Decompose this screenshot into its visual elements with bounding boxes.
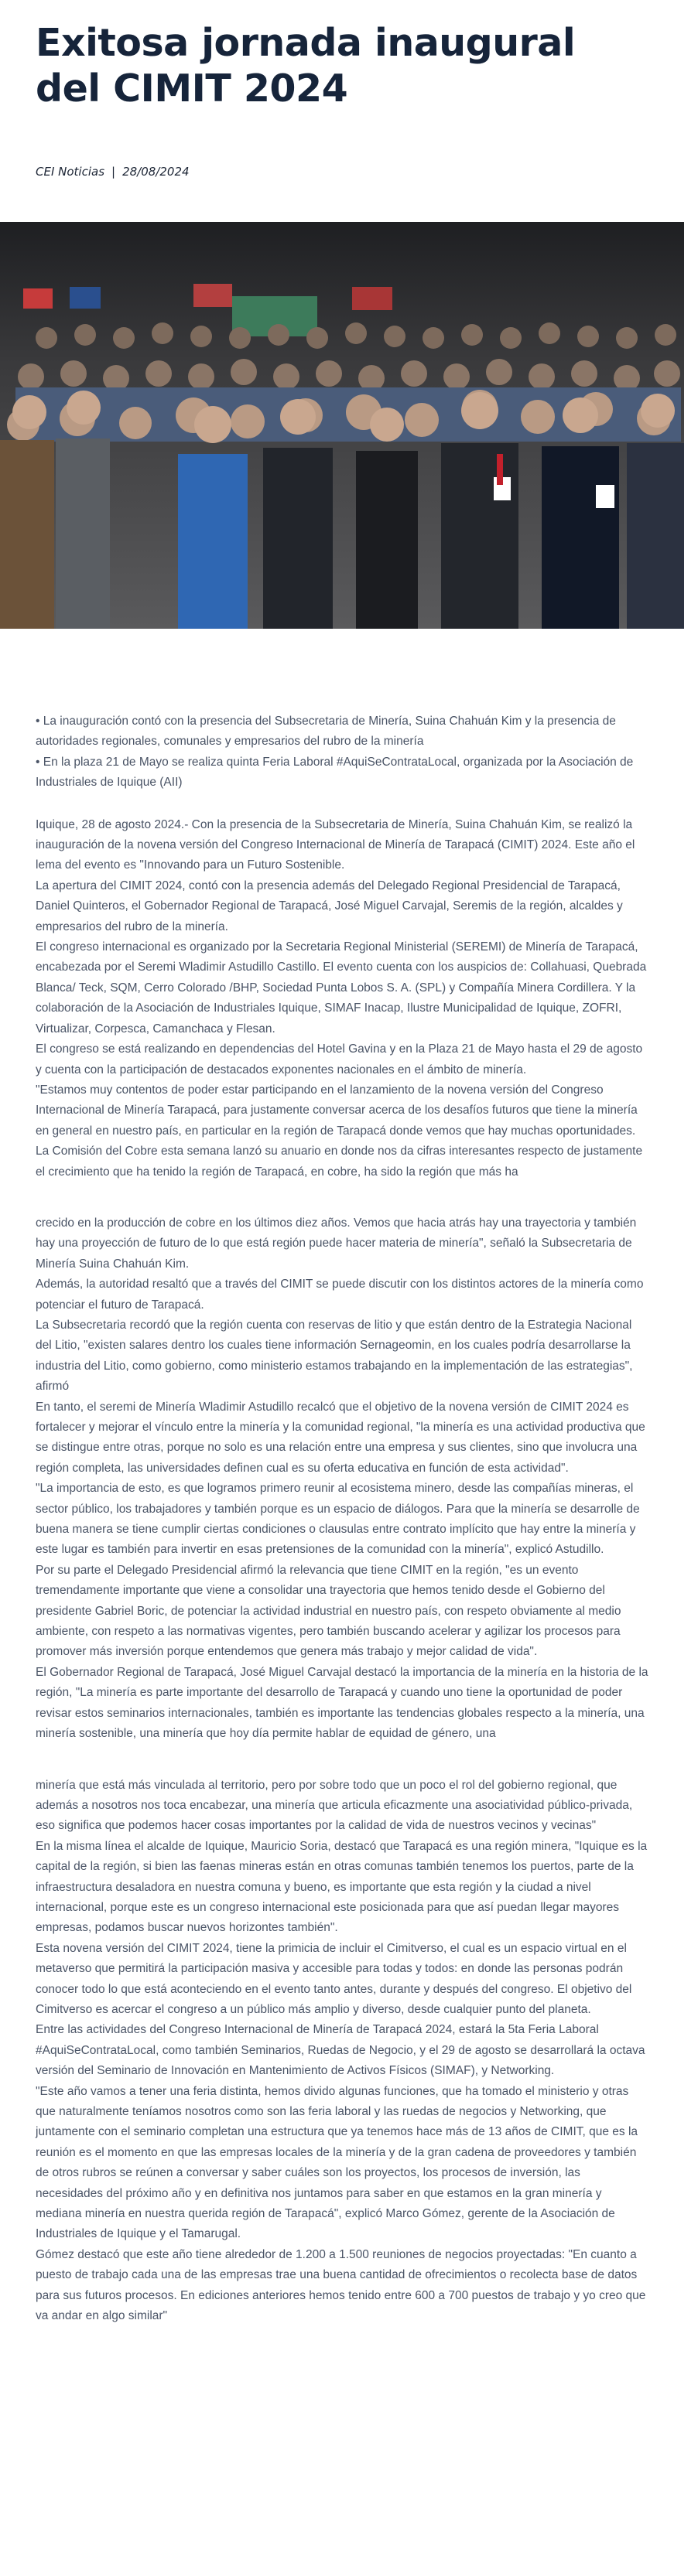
article-paragraph: La apertura del CIMIT 2024, contó con la presencia además del Delegado Regional Presidencial de Tarapacá, Daniel Quinteros, el Gobernador Regional de Tarapacá, José Miguel Carvajal, Seremis de la región, alcaldes y empresarios del rubro de la minería. — [36, 879, 623, 933]
event-audience-photo-icon — [0, 222, 684, 629]
article-source[interactable]: CEI Noticias — [36, 165, 105, 179]
article-date: 28/08/2024 — [122, 165, 190, 179]
article-paragraph: Por su parte el Delegado Presidencial afirmó la relevancia que tiene CIMIT en la región, "es un evento tremendamente importante que viene a consolidar una trayectoria que hemos tenido desde el Gobierno del presidente Gabriel Boric, de potenciar la actividad industrial en nuestro país, con respeto obviamente al medio ambiente, con respeto a las normativas vigentes, pero también buscando acelerar y agilizar los procesos para promover más inversión porque entendemos que genera más trabajo y mejor calidad de vida". — [36, 1563, 621, 1659]
article-paragraph: minería que está más vinculada al territorio, pero por sobre todo que un poco el rol del gobierno regional, que además a nosotros nos toca encabezar, una minería que articula eficazmente una asociatividad público-privada, eso significa que podemos hacer cosas importantes por la calidad de vida de nuestros vecinos y vecinas" — [36, 1778, 633, 1833]
highlight-item: • En la plaza 21 de Mayo se realiza quinta Feria Laboral #AquiSeContrataLocal, organizada por la Asociación de Industriales de Iquique (AII) — [36, 755, 634, 790]
article-paragraph: El congreso internacional es organizado por la Secretaria Regional Ministerial (SEREMI) de Minería de Tarapacá, encabezada por el Seremi Wladimir Astudillo Castillo. El evento cuenta con los auspicios de: Collahuasi, Quebrada Blanca/ Teck, SQM, Cerro Colorado /BHP, Sociedad Punta Lobos S. A. (SPL) y Compañía Minera Cordillera. Y la colaboración de la Asociación de Industriales Iquique, SIMAF Inacap, Ilustre Municipalidad de Iquique, ZOFRI, Virtualizar, Corpesca, Camanchaca y Flesan. — [36, 940, 647, 1036]
article-paragraph: Entre las actividades del Congreso Internacional de Minería de Tarapacá 2024, estará la 5ta Feria Laboral #AquiSeContrataLocal, como también Seminarios, Ruedas de Negocio, y el 29 de agosto se desarrollará la octava versión del Seminario de Innovación en Mantenimiento de Activos Físicos (SIMAF), y Networking. — [36, 2023, 645, 2078]
article-paragraph: Además, la autoridad resaltó que a través del CIMIT se puede discutir con los distintos actores de la minería como potenciar el futuro de Tarapacá. — [36, 1278, 644, 1312]
article-paragraph: El congreso se está realizando en dependencias del Hotel Gavina y en la Plaza 21 de Mayo hasta el 29 de agosto y cuenta con la participación de destacados exponentes nacionales en el ámbito de minería. — [36, 1042, 643, 1076]
article-paragraph: "Estamos muy contentos de poder estar participando en el lanzamiento de la novena versión del Congreso Internacional de Minería Tarapacá, para justamente conversar acerca de los desafíos futuros que tiene la minería en general en nuestro país, en particular en la región de Tarapacá donde vemos que hay muchas oportunidades. La Comisión del Cobre esta semana lanzó su anuario en donde nos da cifras interesantes respecto de justamente el crecimiento que ha tenido la región de Tarapacá, en cobre, ha sido la región que más ha — [36, 1083, 643, 1179]
article-paragraph: Iquique, 28 de agosto 2024.- Con la presencia de la Subsecretaria de Minería, Suina Chahuán Kim, se realizó la inauguración de la novena versión del Congreso Internacional de Minería de Tarapacá (CIMIT) 2024. Este año el lema del evento es "Innovando para un Futuro Sostenible. — [36, 817, 635, 872]
article-paragraph: Esta novena versión del CIMIT 2024, tiene la primicia de incluir el Cimitverso, el cual es un espacio virtual en el metaverso que permitirá la participación masiva y accesible para todas y todos: en donde las personas podrán conocer todo lo que está aconteciendo en el evento tanto antes, durante y después del congreso. El objetivo del Cimitverso es acercar el congreso a un público más amplio y diverso, desde cualquier punto del planeta. — [36, 1941, 632, 2016]
highlight-item: • La inauguración contó con la presencia del Subsecretaria de Minería, Suina Chahuán Kim y la presencia de autoridades regionales, comunales y empresarios del rubro de la minería — [36, 715, 616, 749]
article-paragraph: En tanto, el seremi de Minería Wladimir Astudillo recalcó que el objetivo de la novena versión de CIMIT 2024 es fortalecer y mejorar el vínculo entre la minería y la comunidad regional, "la minería es una actividad productiva que se distingue entre otras, porque no solo es una relación entre una empresa y sus clientes, sino que involucra una región completa, las universidades definen cual es su oferta educativa en función de esta actividad". — [36, 1400, 645, 1475]
meta-separator: | — [111, 165, 116, 179]
article-paragraph: crecido en la producción de cobre en los últimos diez años. Vemos que hacia atrás hay una trayectoria y también hay una proyección de futuro de lo que está región puede hacer materia de minería", señaló la Subsecretaria de Minería Suina Chahuán Kim. — [36, 1216, 637, 1271]
article-meta — [36, 165, 190, 179]
article-paragraph: "Este año vamos a tener una feria distinta, hemos divido algunas funciones, que ha tomado el ministerio y otras que naturalmente teníamos nosotros como son las feria laboral y las ruedas de negocios y Networking, que juntamente con el seminario completan una estructura que ya tenemos hace más de 13 años de CIMIT, que es la reunión es el momento en que las empresas locales de la minería y de la gran cadena de proveedores y también de otros rubros se reúnen a conversar y saber cuáles son los proyectos, los procesos de inversión, las necesidades del próximo año y en definitiva nos juntamos para saber en que estamos en la gran minería y mediana minería en nuestra querida región de Tarapacá", explicó Marco Gómez, gerente de la Asociación de Industriales de Iquique y el Tamarugal. — [36, 2084, 638, 2241]
article-title: Exitosa jornada inaugural del CIMIT 2024 — [36, 21, 576, 111]
article-paragraph: En la misma línea el alcalde de Iquique, Mauricio Soria, destacó que Tarapacá es una región minera, "Iquique es la capital de la región, si bien las faenas mineras están en otras comunas también tenemos los puertos, parte de la infraestructura desaladora en nuestra comuna y bueno, es importante que esta región y la ciudad a nivel internacional, porque este es un congreso internacional este posicionada para que así puedan llegar mayores empresas, podamos buscar nuevos horizontes también". — [36, 1839, 648, 1935]
article-paragraph: El Gobernador Regional de Tarapacá, José Miguel Carvajal destacó la importancia de la minería en la historia de la región, "La minería es parte importante del desarrollo de Tarapacá y cuando uno tiene la oportunidad de poder revisar estos seminarios internacionales, también es importante las tendencias globales respecto a la minería, una minería sostenible, una minería que hoy día permite hablar de equidad de género, una — [36, 1665, 648, 1741]
article-paragraph: "La importancia de esto, es que logramos primero reunir al ecosistema minero, desde las compañías mineras, el sector público, los trabajadores y también porque es un espacio de diálogos. Para que la minería se desarrolle de buena manera se tiene cumplir ciertas condiciones o clausulas entre contrato implícito que hay entre la minería y este lugar es también para invertir en esas pretensiones de la comunidad con la minería", explicó Astudillo. — [36, 1482, 640, 1557]
article-paragraph: Gómez destacó que este año tiene alrededor de 1.200 a 1.500 reuniones de negocios proyectadas: "En cuanto a puesto de trabajo cada una de las empresas trae una buena cantidad de ofrecimientos o recolecta base de datos para sus futuros procesos. En ediciones anteriores hemos tenido entre 600 a 700 puestos de trabajo y yo creo que va andar en algo similar" — [36, 2247, 646, 2323]
article-body — [36, 711, 648, 2326]
article-photo — [0, 222, 684, 629]
article-paragraph: La Subsecretaria recordó que la región cuenta con reservas de litio y que están dentro de la Estrategia Nacional del Litio, "existen salares dentro los cuales tiene información Sernageomin, en los cuales podría desarrollarse la industria del Litio, como gobierno, como ministerio estamos trabajando en la implementación de las estrategias", afirmó — [36, 1318, 633, 1394]
